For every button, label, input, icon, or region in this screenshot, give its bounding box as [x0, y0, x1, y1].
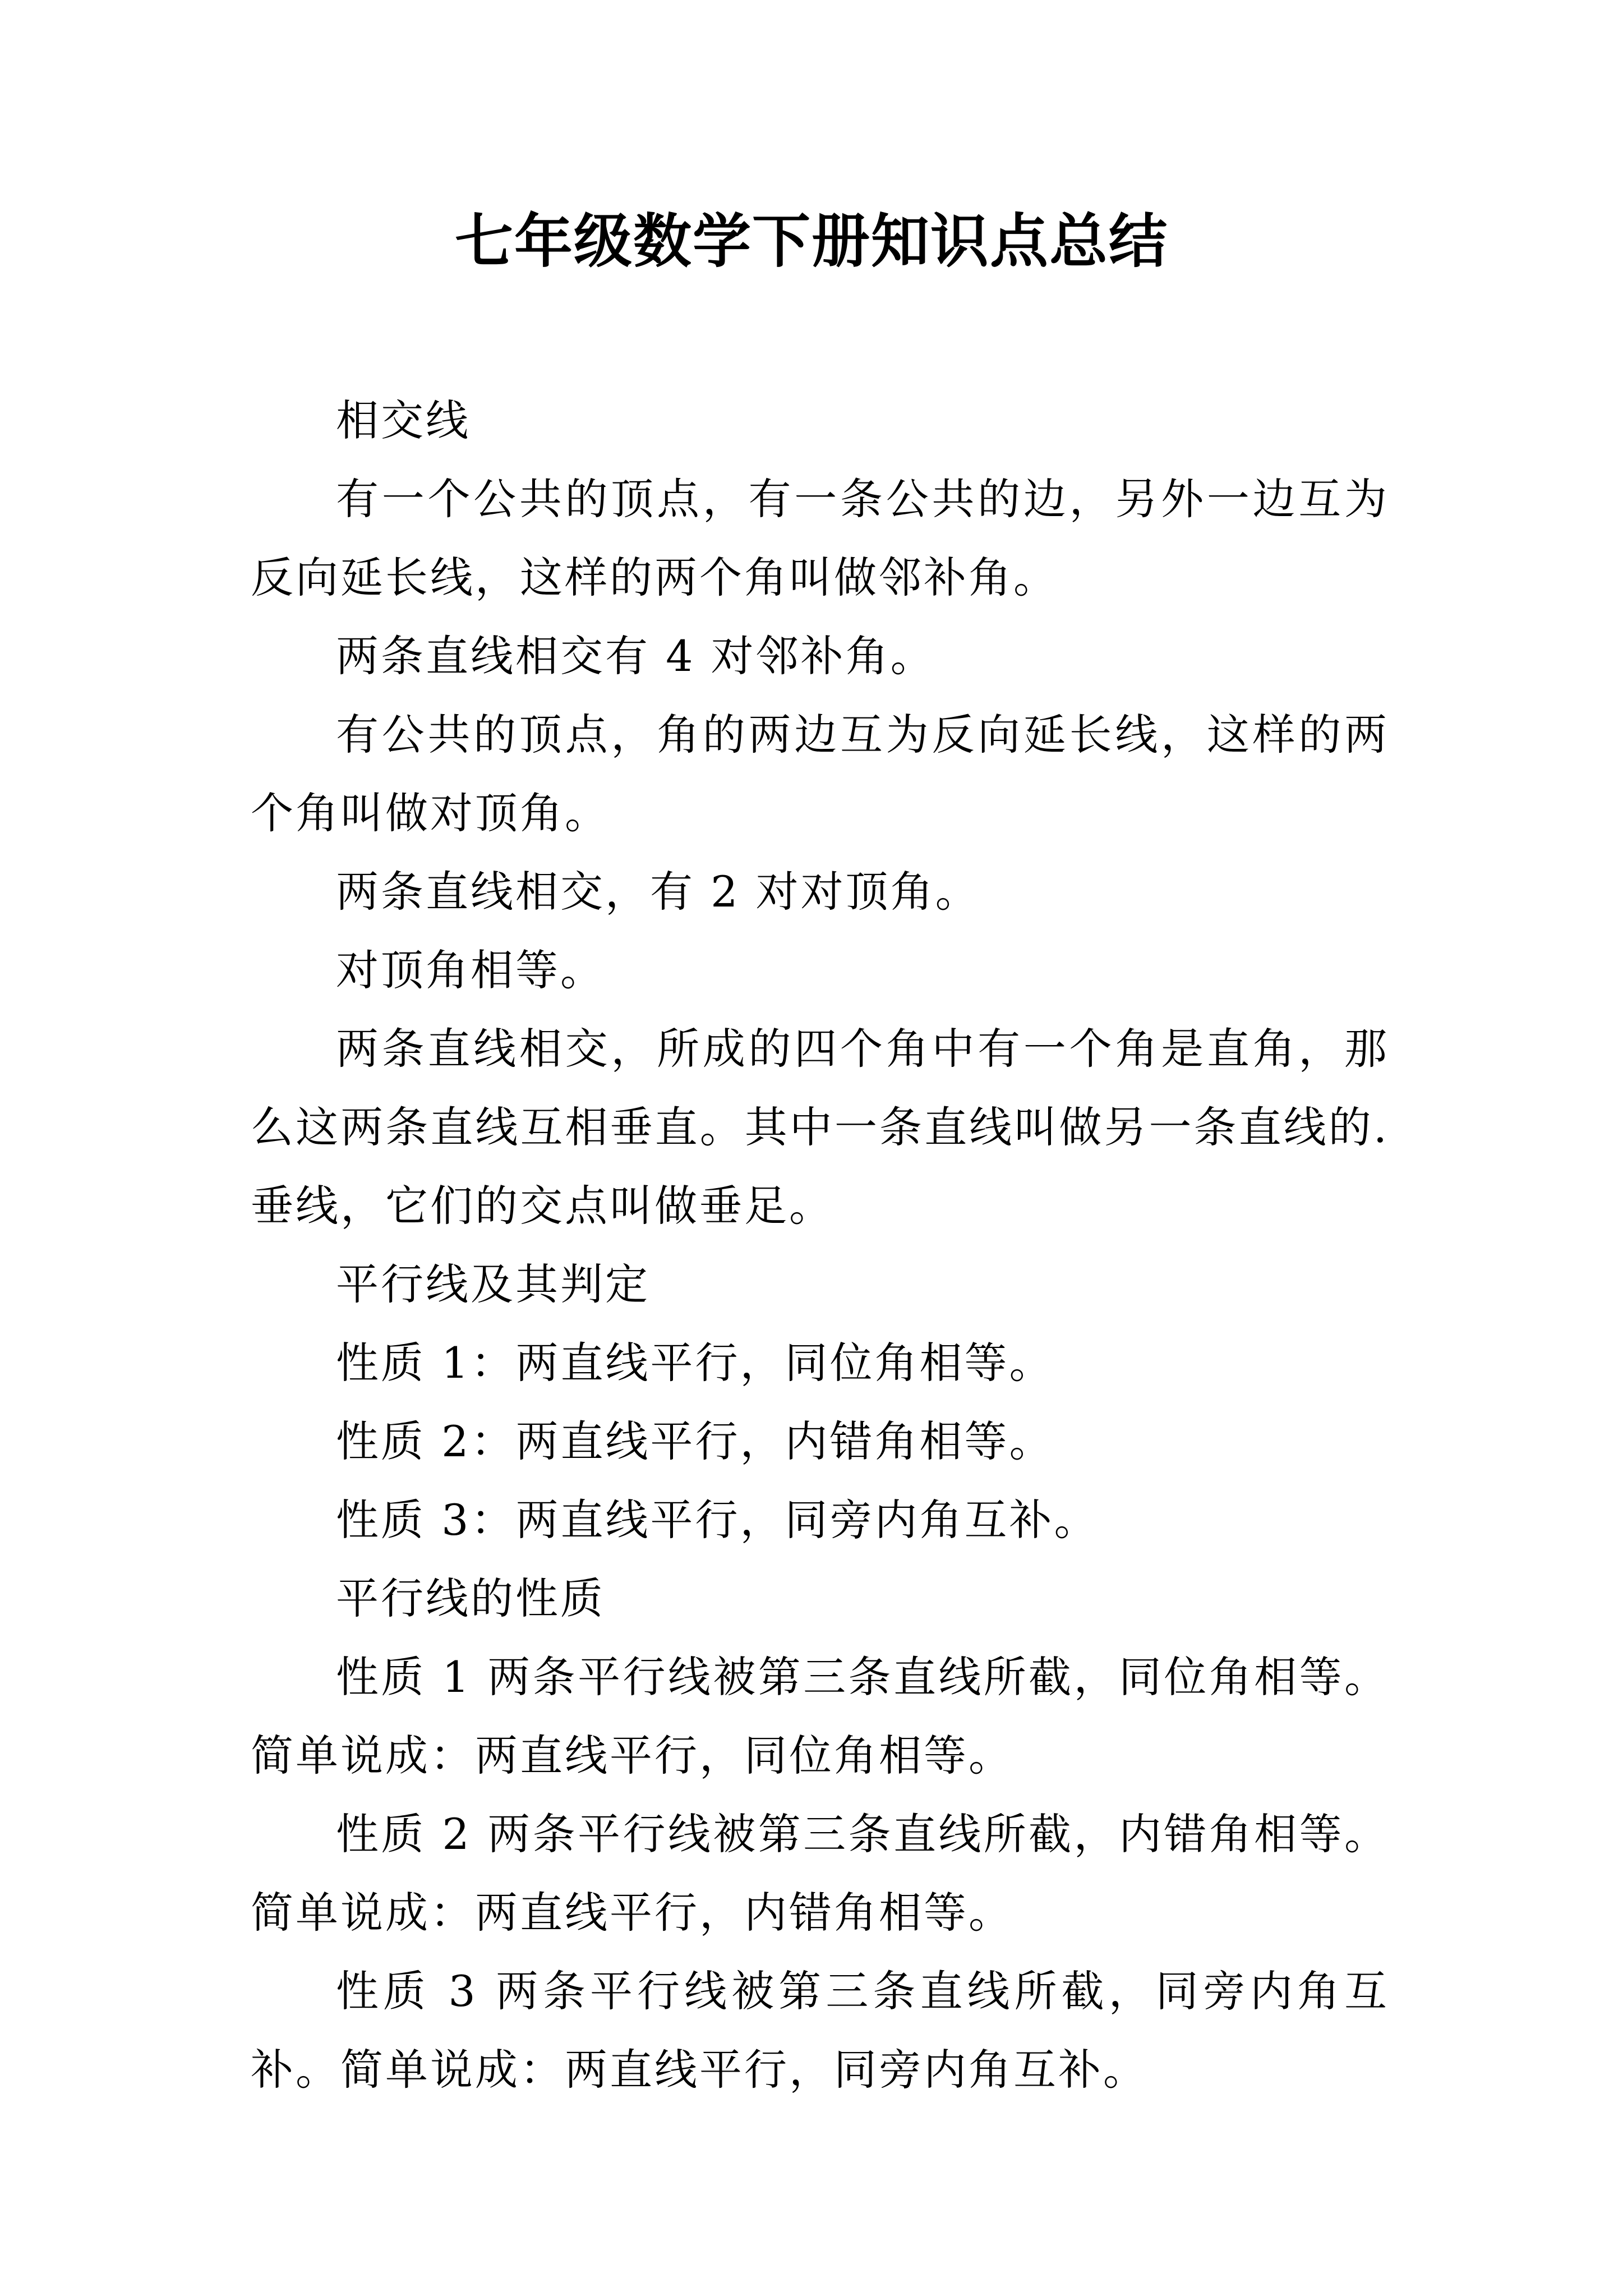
paragraph-parallel-property-3: 性质 3 两条平行线被第三条直线所截，同旁内角互补。简单说成：两直线平行，同旁内角互补。: [251, 1966, 1389, 2095]
paragraph-parallel-property-1: 性质 1 两条平行线被第三条直线所截，同位角相等。简单说成：两直线平行，同位角相等。: [251, 1652, 1389, 1780]
paragraph-property-2: 性质 2：两直线平行，内错角相等。: [336, 1416, 1054, 1466]
document-body: [251, 381, 1389, 2109]
paragraph-adjacent-count: 两条直线相交有 4 对邻补角。: [336, 631, 935, 681]
paragraph-property-1: 性质 1：两直线平行，同位角相等。: [336, 1338, 1054, 1388]
paragraph-vertical-angles: 有公共的顶点，角的两边互为反向延长线，这样的两个角叫做对顶角。: [251, 710, 1389, 838]
section-heading-parallel-criteria: 平行线及其判定: [336, 1259, 650, 1309]
section-heading-intersecting-lines: 相交线: [336, 395, 471, 445]
paragraph-vertical-equal: 对顶角相等。: [336, 945, 605, 995]
document-title: 七年级数学下册知识点总结: [454, 206, 1168, 275]
paragraph-adjacent-supplementary-angles: 有一个公共的顶点，有一条公共的边，另外一边互为反向延长线，这样的两个角叫做邻补角。: [251, 474, 1389, 602]
section-heading-parallel-properties: 平行线的性质: [336, 1573, 605, 1623]
paragraph-parallel-property-2: 性质 2 两条平行线被第三条直线所截，内错角相等。简单说成：两直线平行，内错角相等。: [251, 1809, 1389, 1938]
paragraph-property-3: 性质 3：两直线平行，同旁内角互补。: [336, 1495, 1099, 1545]
paragraph-perpendicular: 两条直线相交，所成的四个角中有一个角是直角，那么这两条直线互相垂直。其中一条直线叫做另一条直线的.垂线，它们的交点叫做垂足。: [251, 1024, 1389, 1231]
paragraph-vertical-count: 两条直线相交，有 2 对对顶角。: [336, 867, 980, 917]
